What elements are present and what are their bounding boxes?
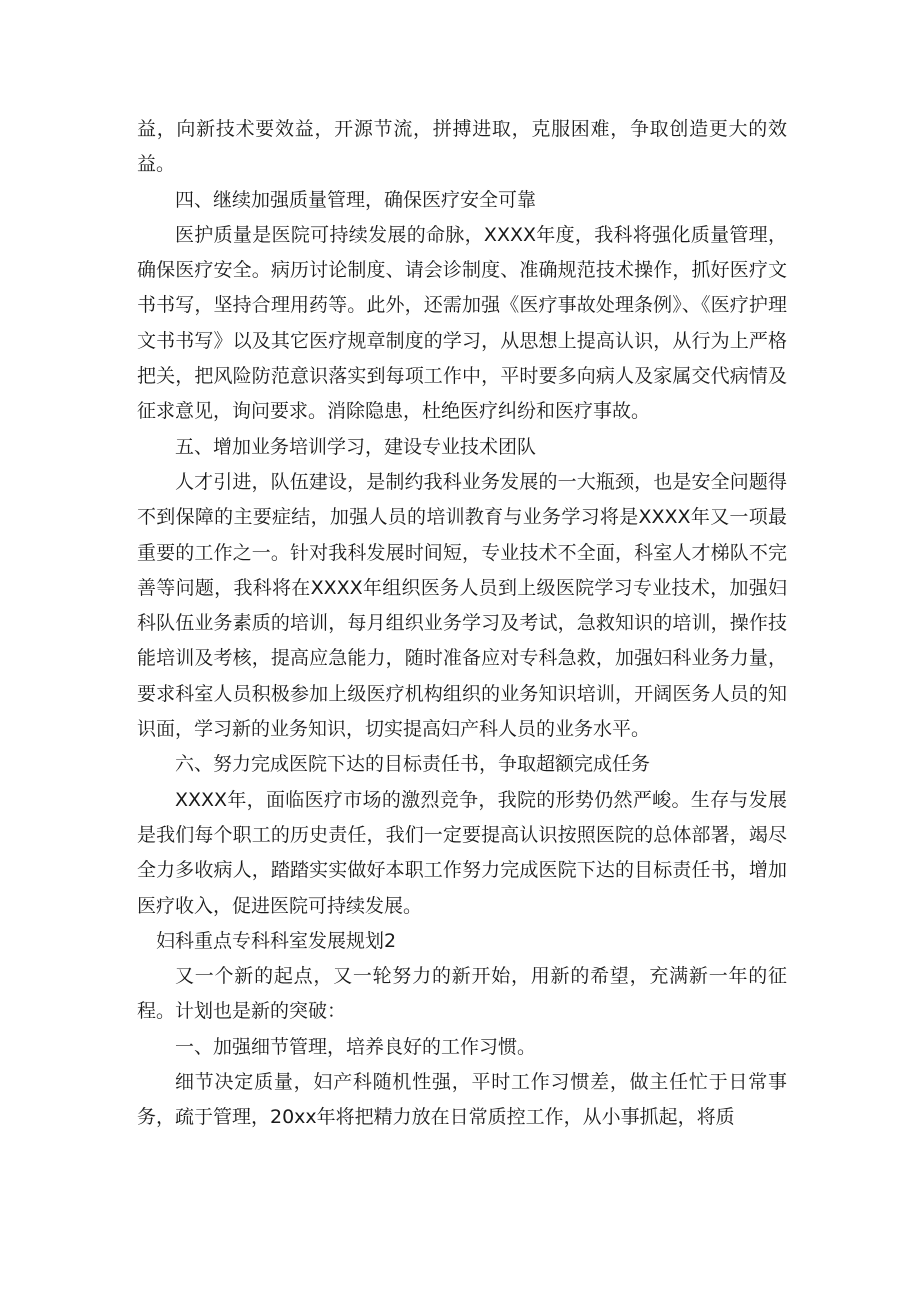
document-body xyxy=(137,112,787,1136)
section-heading-5: 五、增加业务培训学习，建设专业技术团队 xyxy=(175,435,537,458)
section-heading-6: 六、努力完成医院下达的目标责任书，争取超额完成任务 xyxy=(175,753,651,776)
body-paragraph-quality: 医护质量是医院可持续发展的命脉，XXXX年度，我科将强化质量管理，确保医疗安全。病历讨论制度、请会诊制度、准确规范技术操作，抓好医疗文书书写，坚持合理用药等。此外，还需加强《医疗事故处理条例》、《医疗护理文书书写》以及其它医疗规章制度的学习，从思想上提高认识，从行为上严格把关，把风险防范意识落实到每项工作中，平时要多向病人及家属交代病情及征求意见，询问要求。消除隐患，杜绝医疗纠纷和医疗事故。 xyxy=(137,223,787,423)
body-paragraph-training: 人才引进，队伍建设，是制约我科业务发展的一大瓶颈，也是安全问题得不到保障的主要症结，加强人员的培训教育与业务学习将是XXXX年又一项最重要的工作之一。针对我科发展时间短，专业技术不全面，科室人才梯队不完善等问题，我科将在XXXX年组织医务人员到上级医院学习专业技术，加强妇科队伍业务素质的培训，每月组织业务学习及考试，急救知识的培训，操作技能培训及考核，提高应急能力，随时准备应对专科急救，加强妇科业务力量，要求科室人员积极参加上级医疗机构组织的业务知识培训，开阔医务人员的知识面，学习新的业务知识，切实提高妇产科人员的业务水平。 xyxy=(137,470,787,741)
section-heading-1: 一、加强细节管理，培养良好的工作习惯。 xyxy=(175,1035,537,1058)
body-paragraph-details: 细节决定质量，妇产科随机性强，平时工作习惯差，做主任忙于日常事务，疏于管理，20xx年将把精力放在日常质控工作，从小事抓起，将质 xyxy=(137,1071,787,1129)
document-title-2: 妇科重点专科科室发展规划2 xyxy=(156,929,397,952)
body-paragraph-targets: XXXX年，面临医疗市场的激烈竞争，我院的形势仍然严峻。生存与发展是我们每个职工的历史责任，我们一定要提高认识按照医院的总体部署，竭尽全力多收病人，踏踏实实做好本职工作努力完成医院下达的目标责任书，增加医疗收入，促进医院可持续发展。 xyxy=(137,788,787,917)
body-paragraph-continued: 益，向新技术要效益，开源节流，拼搏进取，克服困难，争取创造更大的效益。 xyxy=(137,118,787,176)
section-heading-4: 四、继续加强质量管理，确保医疗安全可靠 xyxy=(175,188,537,211)
body-paragraph-intro: 又一个新的起点，又一轮努力的新开始，用新的希望，充满新一年的征程。计划也是新的突破： xyxy=(137,965,787,1023)
